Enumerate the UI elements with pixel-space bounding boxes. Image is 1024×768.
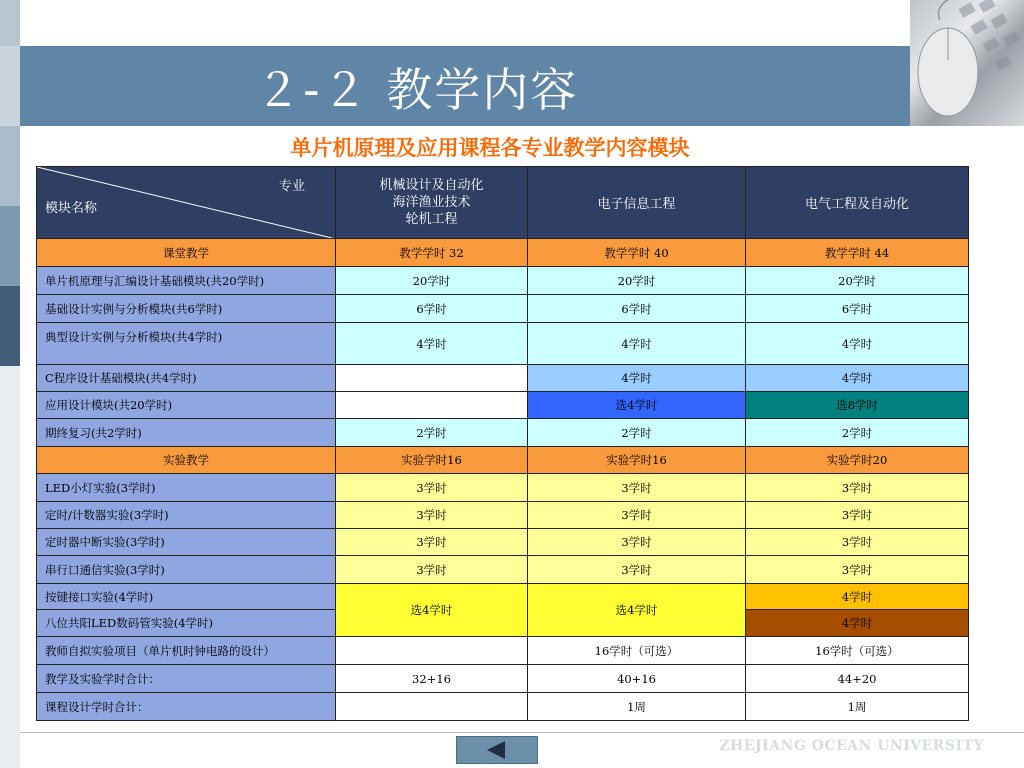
table-cell: 16学时（可选） [746,637,969,665]
table-cell: 3学时 [528,474,746,502]
table-cell: 2学时 [746,419,969,447]
major-line: 海洋渔业技术 [392,195,471,210]
table-cell: 实验学时16 [336,447,528,474]
table-cell: 3学时 [746,556,969,584]
footer-divider [20,732,1024,733]
module-name: 教师自拟实验项目（单片机时钟电路的设计） [37,637,336,665]
module-name: 基础设计实例与分析模块(共6学时) [37,295,336,323]
table-cell: 3学时 [528,556,746,584]
table-cell: 3学时 [746,529,969,556]
table-cell: 4学时 [746,610,969,637]
table-row [37,295,969,323]
table-cell: 32+16 [336,665,528,693]
table-cell: 20学时 [528,267,746,295]
section-label: 实验教学 [37,447,336,474]
module-name: C程序设计基础模块(共4学时) [37,365,336,392]
table-row [37,474,969,502]
left-triangle-icon [457,737,537,763]
module-name: 八位共阳LED数码管实验(4学时) [37,610,336,637]
table-cell: 2学时 [528,419,746,447]
table-cell: 1周 [528,693,746,721]
table-cell: 选8学时 [746,392,969,419]
module-name: 典型设计实例与分析模块(共4学时) [37,323,336,365]
table-row [37,447,969,474]
table-row [37,665,969,693]
table-cell: 6学时 [528,295,746,323]
table-cell: 3学时 [528,529,746,556]
table-row [37,693,969,721]
table-cell: 6学时 [746,295,969,323]
table-cell: 教学学时 40 [528,239,746,267]
module-name: 应用设计模块(共20学时) [37,392,336,419]
table-cell [336,693,528,721]
slide-subtitle: 单片机原理及应用课程各专业教学内容模块 [290,136,690,160]
table-cell: 40+16 [528,665,746,693]
module-name: 定时/计数器实验(3学时) [37,502,336,529]
table-cell: 3学时 [746,502,969,529]
table-row [37,392,969,419]
table-cell: 16学时（可选） [528,637,746,665]
table-cell: 3学时 [336,529,528,556]
table-header-row [37,167,969,239]
table-cell: 实验学时16 [528,447,746,474]
slide-title: ２-２ 教学内容 [255,63,579,117]
previous-slide-button[interactable] [456,736,538,764]
major-line: 机械设计及自动化 [379,178,484,193]
module-name: 串行口通信实验(3学时) [37,556,336,584]
table-cell: 教学学时 32 [336,239,528,267]
table-cell: 3学时 [336,556,528,584]
table-cell: 教学学时 44 [746,239,969,267]
major-line: 轮机工程 [405,212,458,227]
corner-header-cell [37,167,336,239]
table-cell: 4学时 [528,365,746,392]
table-cell [336,365,528,392]
table-row [37,637,969,665]
section-label: 课堂教学 [37,239,336,267]
table-row [37,529,969,556]
table-cell: 6学时 [336,295,528,323]
table-row [37,365,969,392]
table-cell: 20学时 [746,267,969,295]
table-cell: 4学时 [528,323,746,365]
table-cell: 2学时 [336,419,528,447]
footer-university: ZHEJIANG OCEAN UNIVERSITY [719,738,984,754]
table-row [37,502,969,529]
table-cell: 3学时 [336,502,528,529]
table-cell: 44+20 [746,665,969,693]
table-cell: 3学时 [528,502,746,529]
table-cell: 1周 [746,693,969,721]
left-decor-bar [0,0,20,768]
module-name: 期终复习(共2学时) [37,419,336,447]
module-name: 单片机原理与汇编设计基础模块(共20学时) [37,267,336,295]
table-row [37,419,969,447]
table-cell: 选4学时 [336,584,528,637]
corner-major-label: 专业 [278,179,305,194]
table-cell: 3学时 [746,474,969,502]
table-cell: 4学时 [746,365,969,392]
module-name: 教学及实验学时合计： [37,665,336,693]
teaching-content-table [36,166,969,721]
table-row [37,556,969,584]
keyboard-mouse-photo [910,0,1024,126]
table-cell: 选4学时 [528,584,746,637]
module-name: 课程设计学时合计： [37,693,336,721]
table-row [37,239,969,267]
module-name: 按键接口实验(4学时) [37,584,336,610]
table-row [37,267,969,295]
major-header-electronic: 电子信息工程 [528,167,746,239]
table-row [37,323,969,365]
table-cell: 3学时 [336,474,528,502]
module-name: LED小灯实验(3学时) [37,474,336,502]
table-row [37,584,969,610]
table-cell: 4学时 [746,584,969,610]
table-cell [336,392,528,419]
major-header-electrical: 电气工程及自动化 [746,167,969,239]
major-header-mechanical [336,167,528,239]
table-cell: 20学时 [336,267,528,295]
corner-module-label: 模块名称 [45,201,98,216]
table-cell: 实验学时20 [746,447,969,474]
module-name: 定时器中断实验(3学时) [37,529,336,556]
table-cell [336,637,528,665]
table-cell: 4学时 [336,323,528,365]
table-cell: 选4学时 [528,392,746,419]
table-cell: 4学时 [746,323,969,365]
